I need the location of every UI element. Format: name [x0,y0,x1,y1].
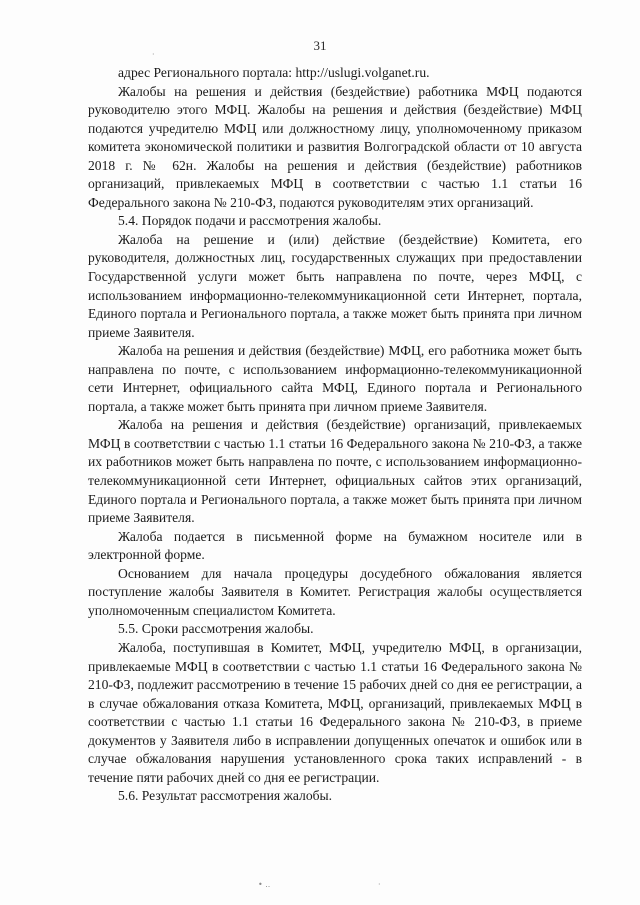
scan-speck: · [152,50,155,59]
paragraph-portal-address: адрес Регионального портала: http://uslugi.volganet.ru. [118,65,430,80]
document-body [88,64,582,806]
paragraph-mfc-complaint: Жалоба на решения и действия (бездействие) МФЦ, его работника может быть направлена по почте, с использованием информационно-телекоммуникационной сети Интернет, официального сайта МФЦ, Единого портала и Регионального портала, а также может быть принята при личном приеме Заявителя. [88,343,582,414]
section-heading-5-4: 5.4. Порядок подачи и рассмотрения жалобы. [118,213,382,229]
paragraph-mfc-complaints: Жалобы на решения и действия (бездействие) работника МФЦ подаются руководителю этого МФЦ. Жалобы на решения и действия (бездействие) МФЦ подаются учредителю МФЦ или должностному лицу, уполномоченному приказом комитета экономической политики и развития Волгоградской области от 10 августа 2018 г. № 62н. Жалобы на решения и действия (бездействие) работников организаций, привлекаемых МФЦ в соответствии с частью 1.1 статьи 16 Федерального закона № 210-ФЗ, подаются руководителям этих организаций. [88,83,582,210]
page-number: 31 [313,38,327,53]
paragraph-complaint-form: Жалоба подается в письменной форме на бумажном носителе или в электронной форме. [88,528,582,563]
section-heading-5-5: 5.5. Сроки рассмотрения жалобы. [118,621,314,637]
scan-speck: • .. [258,880,271,889]
paragraph-committee-complaint: Жалоба на решение и (или) действие (бездействие) Комитета, его руководителя, должностных лиц, государственных служащих при предоставлении Государственной услуги может быть направлена по почте, через МФЦ, с использованием информационно-телекоммуникационной сети Интернет, портала, Единого портала и Регионального портала, а также может быть принята при личном приеме Заявителя. [88,231,582,340]
paragraph-organizations-complaint: Жалоба на решения и действия (бездействие) организаций, привлекаемых МФЦ в соответствии с частью 1.1 статьи 16 Федерального закона № 210-ФЗ, а также их работников может быть направлена по почте, с использованием информационно-телекоммуникационной сети Интернет, официальных сайтов этих организаций, Единого портала и Регионального портала, а также может быть принята при личном приеме Заявителя. [88,417,582,526]
section-heading-5-6: 5.6. Результат рассмотрения жалобы. [118,788,333,804]
paragraph-procedure-basis: Основанием для начала процедуры досудебного обжалования является поступление жалобы Заявителя в Комитет. Регистрация жалобы осуществляется уполномоченным специалистом Комитета. [88,565,582,618]
scan-speck: · [378,880,381,889]
paragraph-review-terms: Жалоба, поступившая в Комитет, МФЦ, учредителю МФЦ, в организации, привлекаемые МФЦ в соответствии с частью 1.1 статьи 16 Федерального закона № 210-ФЗ, подлежит рассмотрению в течение 15 рабочих дней со дня ее регистрации, а в случае обжалования отказа Комитета, МФЦ, организаций, привлекаемых МФЦ в соответствии с частью 1.1 статьи 16 Федерального закона № 210-ФЗ, в приеме документов у Заявителя либо в исправлении допущенных опечаток и ошибок или в случае обжалования нарушения установленного срока таких исправлений - в течение пяти рабочих дней со дня ее регистрации. [88,639,582,785]
